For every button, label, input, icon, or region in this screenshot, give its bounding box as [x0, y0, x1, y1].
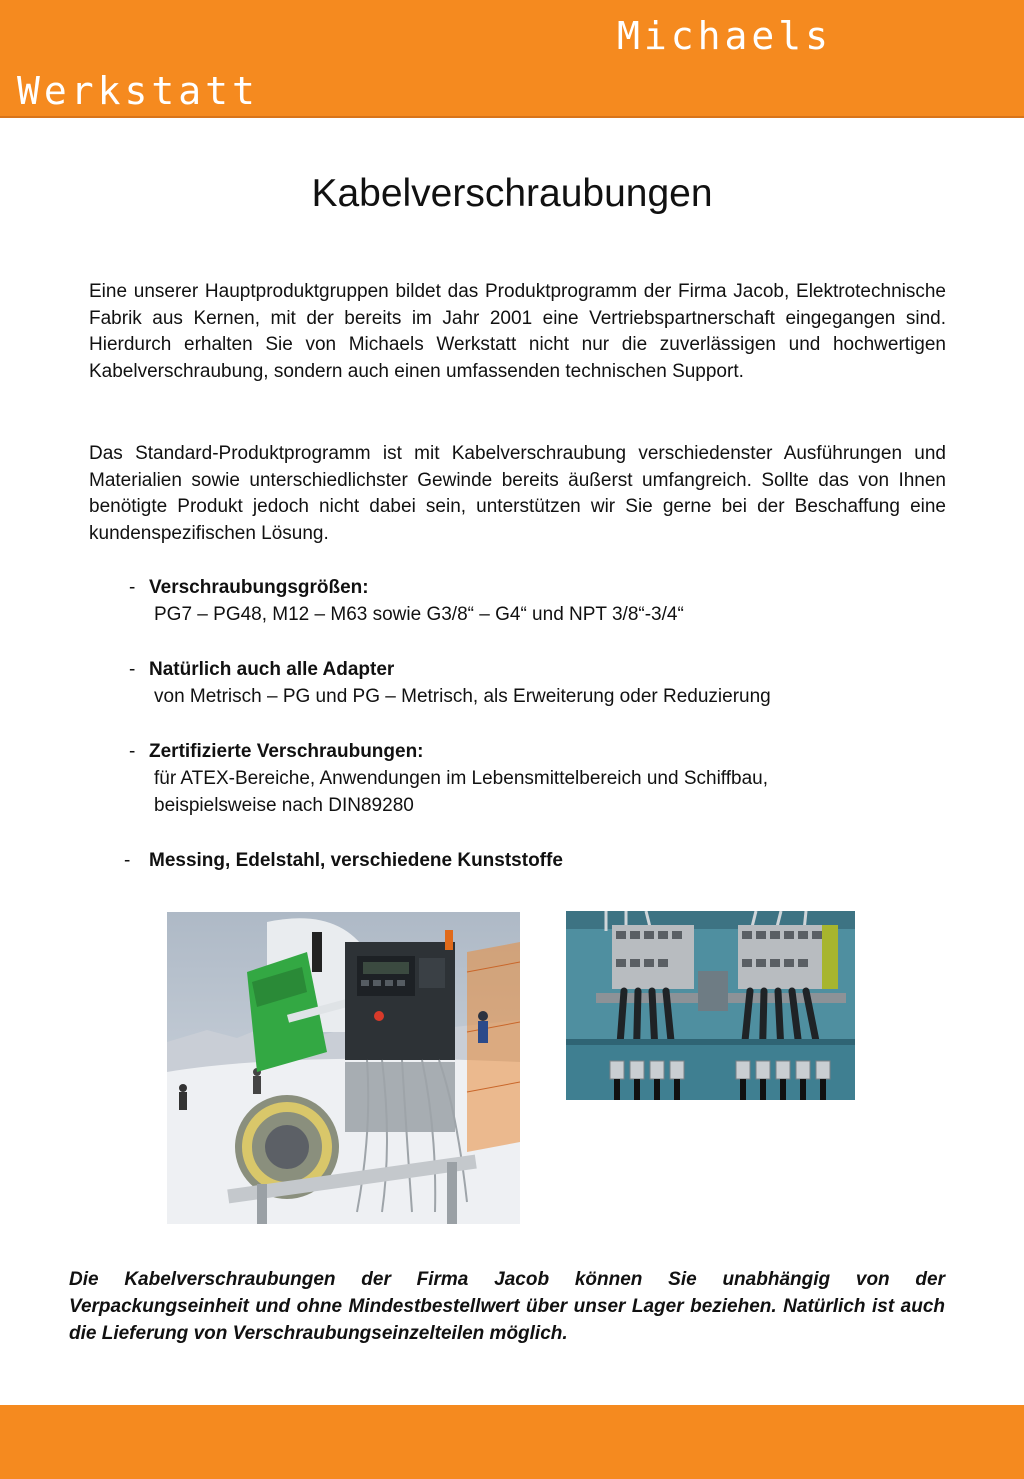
intro-paragraph: Eine unserer Hauptproduktgruppen bildet das Produktprogramm der Firma Jacob, Elektrotechnische Fabrik aus Kernen, mit der bereits im Jahr 2001 eine Vertriebspartnerschaft eingegangen sind. Hierdurch erhalten Sie von Michaels Werkstatt nicht nur die zuverlässigen und hochwertigen Kabelverschraubung, sondern auch einen umfassenden technischen Support. — [89, 281, 946, 382]
closing-note: Die Kabelverschraubungen der Firma Jacob können Sie unabhängig von der Verpackungseinheit und ohne Mindestbestellwert über unser Lager beziehen. Natürlich ist auch die Lieferung von Verschraubungseinzelteilen möglich. — [69, 1269, 945, 1344]
snow-cannon-photo — [167, 912, 520, 1224]
brand-name-line2: Werkstatt — [17, 69, 259, 113]
bullet-heading: Messing, Edelstahl, verschiedene Kunststoffe — [149, 850, 563, 871]
bullet-dash: - — [129, 741, 136, 762]
bullet-detail: von Metrisch – PG und PG – Metrisch, als Erweiterung oder Reduzierung — [154, 686, 771, 707]
bullet-detail: für ATEX-Bereiche, Anwendungen im Lebensmittelbereich und Schiffbau, — [154, 768, 769, 789]
program-paragraph: Das Standard-Produktprogramm ist mit Kabelverschraubung verschiedenster Ausführungen und Materialien sowie unterschiedlichster Gewinde bereits äußerst umfangreich. Sollte das von Ihnen benötigte Produkt jedoch nicht dabei sein, unterstützen wir Sie gerne bei der Beschaffung eine kundenspezifischen Lösung. — [89, 443, 946, 544]
page-title: Kabelverschraubungen — [311, 172, 713, 215]
bullet-heading: Natürlich auch alle Adapter — [149, 659, 395, 680]
brand-name-line1: Michaels — [617, 14, 833, 58]
bullet-dash: - — [129, 659, 136, 680]
bullet-heading: Verschraubungsgrößen: — [149, 577, 369, 598]
bullet-heading: Zertifizierte Verschraubungen: — [149, 741, 424, 762]
bullet-detail: PG7 – PG48, M12 – M63 sowie G3/8“ – G4“ und NPT 3/8“-3/4“ — [154, 604, 684, 625]
cable-glands-photo — [566, 911, 855, 1100]
footer-banner — [0, 1405, 1024, 1479]
header-banner — [0, 0, 1024, 118]
bullet-detail: beispielsweise nach DIN89280 — [154, 795, 414, 816]
bullet-dash: - — [129, 577, 136, 598]
bullet-dash: - — [124, 850, 131, 871]
